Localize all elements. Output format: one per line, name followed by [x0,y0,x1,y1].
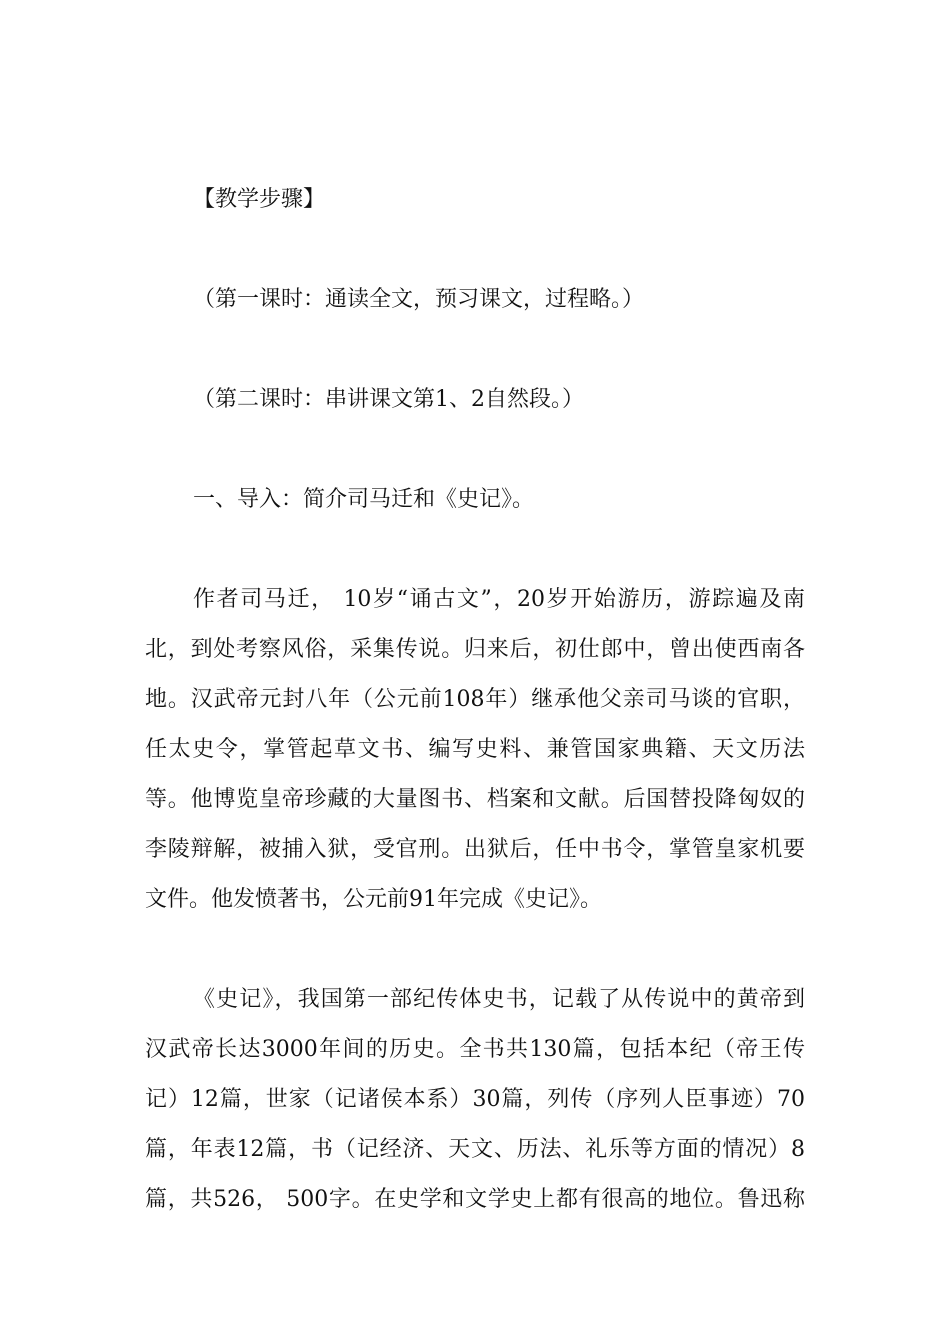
paragraph-line: 等。他博览皇帝珍藏的大量图书、档案和文献。后国替投降匈奴的 [145,787,805,812]
paragraph-line: 北，到处考察风俗，采集传说。归来后，初仕郎中，曾出使西南各 [145,637,805,662]
paragraph-line: 汉武帝长达3000年间的历史。全书共130篇，包括本纪（帝王传 [145,1037,805,1062]
paragraph-line: 记）12篇，世家（记诸侯本系）30篇，列传（序列人臣事迹）70 [145,1087,805,1112]
lesson-two-note: （第二课时：串讲课文第1、2自然段。） [193,387,584,412]
steps-heading: 【教学步骤】 [193,187,326,212]
paragraph-line: 任太史令，掌管起草文书、编写史料、兼管国家典籍、天文历法 [145,737,805,762]
paragraph-line: 李陵辩解，被捕入狱，受官刑。出狱后，任中书令，掌管皇家机要 [145,837,805,862]
paragraph-line: 篇，年表12篇，书（记经济、天文、历法、礼乐等方面的情况）8 [145,1137,805,1162]
paragraph-line: 作者司马迁， 10岁“诵古文”，20岁开始游历，游踪遍及南 [193,587,805,612]
paragraph-line: 《史记》，我国第一部纪传体史书，记载了从传说中的黄帝到 [193,987,805,1012]
paragraph-line: 篇，共526， 500字。在史学和文学史上都有很高的地位。鲁迅称 [145,1187,805,1212]
paragraph-line: 文件。他发愤著书，公元前91年完成《史记》。 [145,887,602,912]
section-title: 一、导入：简介司马迁和《史记》。 [193,487,535,512]
lesson-one-note: （第一课时：通读全文，预习课文，过程略。） [193,287,645,312]
paragraph-line: 地。汉武帝元封八年（公元前108年）继承他父亲司马谈的官职， [145,687,805,712]
